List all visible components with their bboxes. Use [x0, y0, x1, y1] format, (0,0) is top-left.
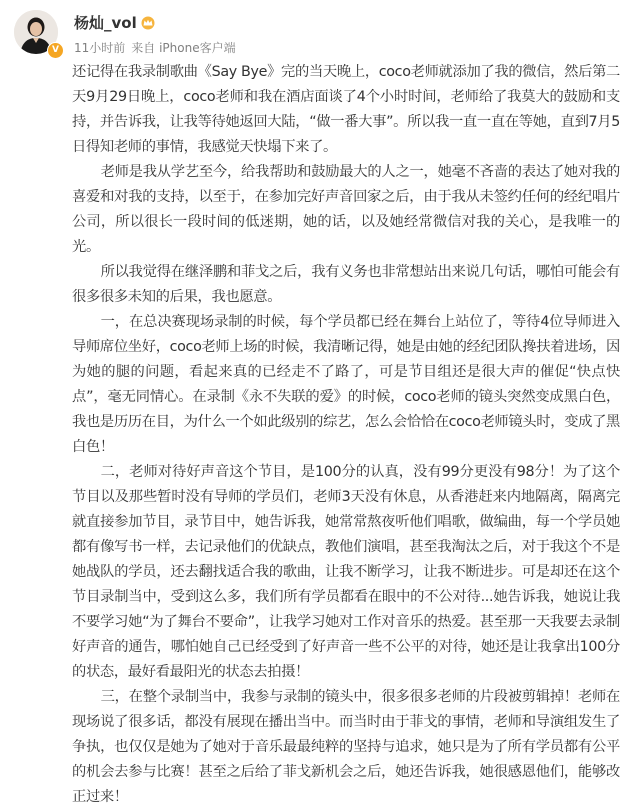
- author-name[interactable]: [74, 14, 156, 32]
- crown-icon: [140, 16, 156, 30]
- post-source: 来自 iPhone客户端: [131, 41, 236, 55]
- author-name-text: 杨灿_vol: [74, 14, 137, 32]
- post-paragraph: 二，老师对待好声音这个节目，是100分的认真，没有99分更没有98分！为了这个节目以及那些暂时没有导师的学员们，老师3天没有休息，从香港赶来内地隔离，隔离完就直接参加节目，录节目中，她告诉我，她常常熬夜听他们唱歌，做编曲，每一个学员她都有像写书一样，去记录他们的优缺点，教他们演唱，甚至我淘汰之后，对于我这个不是她战队的学员，还去翻找适合我的歌曲，让我不断学习，让我不断进步。可是却还在这个节目录制当中，受到这么多，我们所有学员都看在眼中的不公对待...她告诉我，她说让我不要学习她“为了舞台不要命”，让我学习她对工作对音乐的热爱。甚至那一天我要去录制好声音的通告，哪怕她自己已经受到了好声音一些不公平的对待，她还是让我拿出100分的状态，最好看最阳光的状态去拍摄！: [72, 464, 620, 680]
- post-time[interactable]: 11小时前: [74, 41, 126, 55]
- post-paragraph: 还记得在我录制歌曲《Say Bye》完的当天晚上，coco老师就添加了我的微信，然后第二天9月29日晚上，coco老师和我在酒店面谈了4个小时时间，老师给了我莫大的鼓励和支持，并告诉我，让我等待她返回大陆，“做一番大事”。所以我一直一直在等她，直到7月5日得知老师的事情，我感觉天快塌下来了。: [72, 64, 620, 155]
- post-paragraph: 所以我觉得在继泽鹏和菲戈之后，我有义务也非常想站出来说几句话，哪怕可能会有很多很多未知的后果，我也愿意。: [72, 264, 620, 305]
- post-paragraph: 老师是我从学艺至今，给我帮助和鼓励最大的人之一，她毫不吝啬的表达了她对我的喜爱和对我的支持，以至于，在参加完好声音回家之后，由于我从未签约任何的经纪唱片公司，所以很长一段时间的低迷期，她的话，以及她经常微信对我的关心，是我唯一的光。: [72, 164, 620, 255]
- post-meta: [74, 41, 242, 55]
- post-paragraph: 一，在总决赛现场录制的时候，每个学员都已经在舞台上站位了，等待4位导师进入导师席位坐好，coco老师上场的时候，我清晰记得，她是由她的经纪团队搀扶着进场，因为她的腿的问题，看起来真的已经走不了路了，可是节目组还是很大声的催促“快点快点”，毫无同情心。在录制《永不失联的爱》的时候，coco老师的镜头突然变成黑白色，我也是历历在目，为什么一个如此级别的综艺，怎么会恰恰在coco老师镜头时，变成了黑白色！: [72, 314, 620, 455]
- post-paragraph: 三，在整个录制当中，我参与录制的镜头中，很多很多老师的片段被剪辑掉！老师在现场说了很多话，都没有展现在播出当中。而当时由于菲戈的事情，老师和导演组发生了争执，也仅仅是她为了她对于音乐最最纯粹的坚持与追求，她只是为了所有学员都有公平的机会去参与比赛！甚至之后给了菲戈新机会之后，她还告诉我，她很感恩他们，能够改正过来！: [72, 689, 620, 805]
- post-body: [72, 60, 620, 810]
- verified-badge-icon: V: [47, 42, 64, 59]
